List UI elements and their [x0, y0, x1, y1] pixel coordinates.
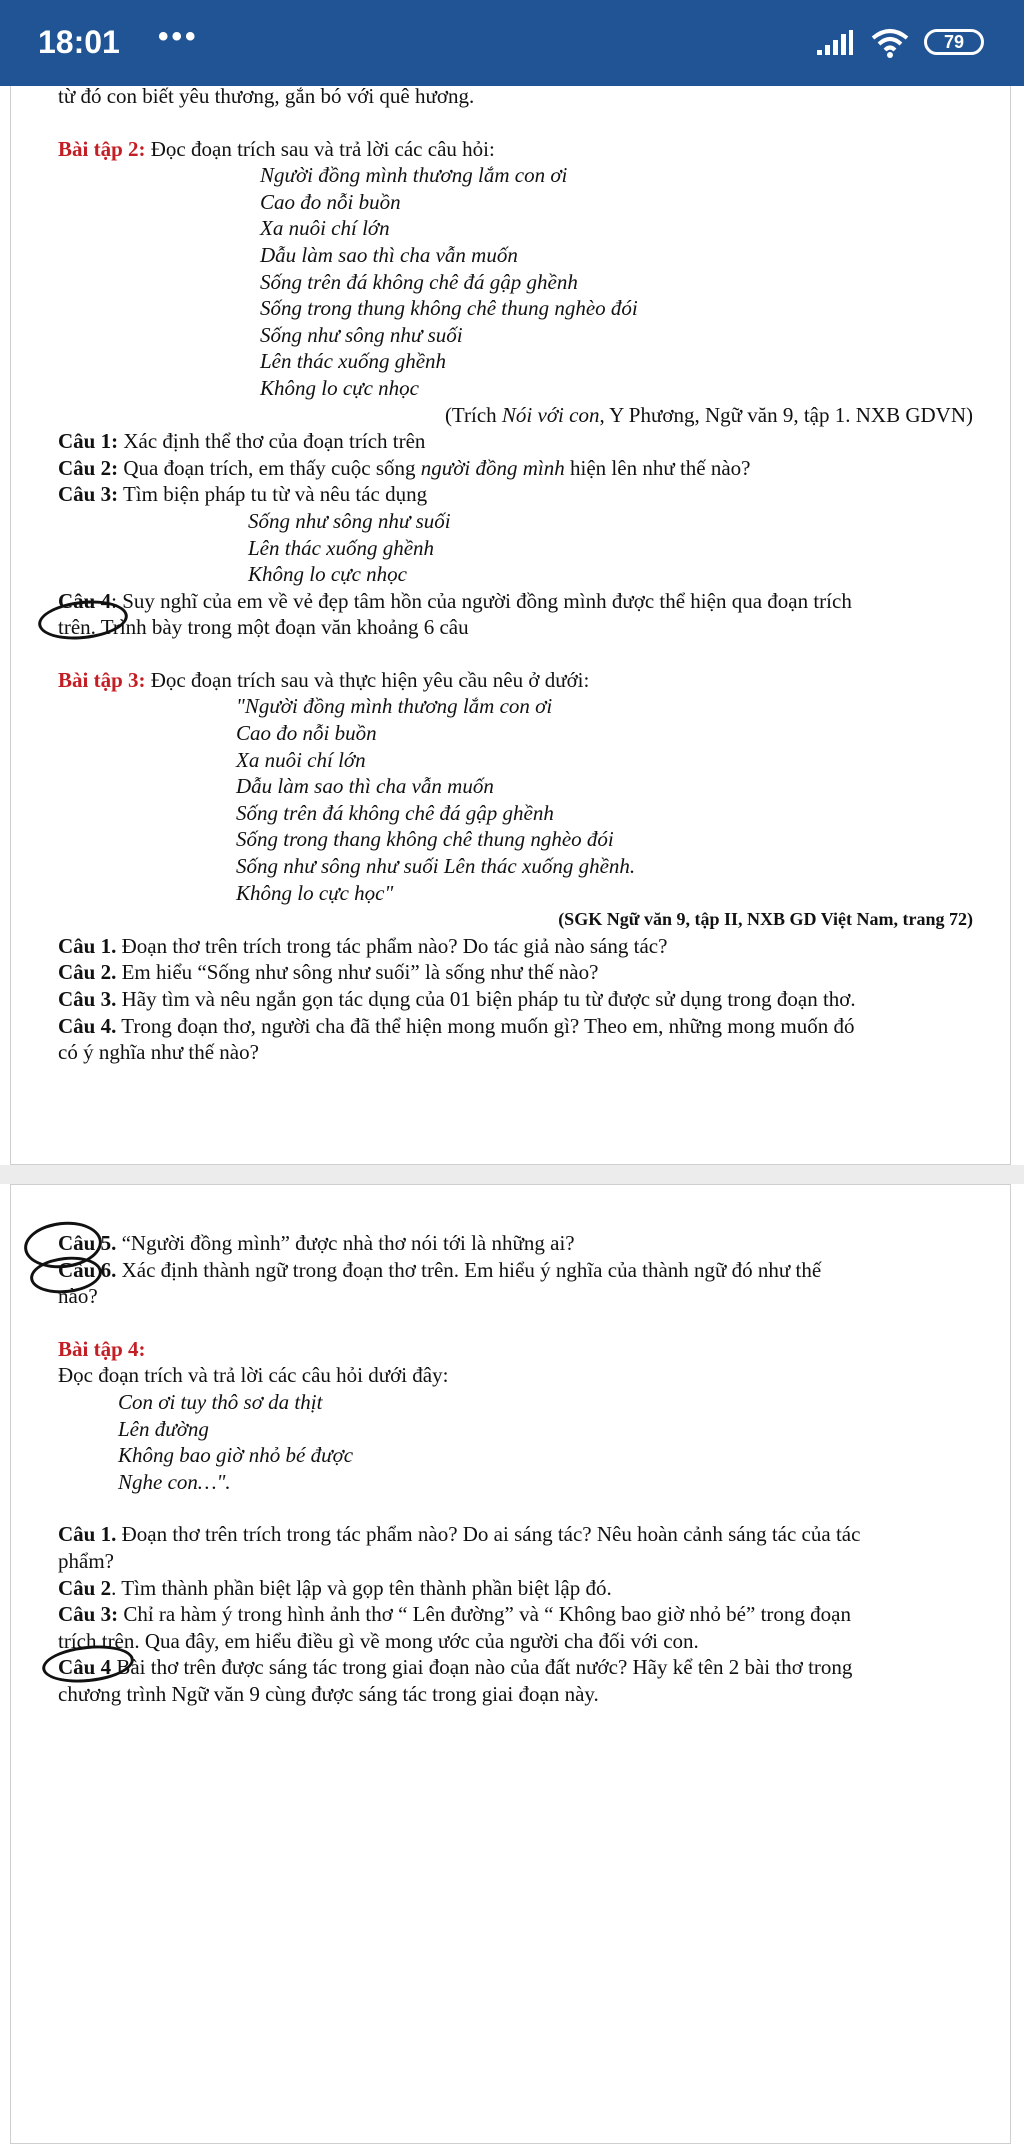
exercise-2-heading: Bài tập 2:: [58, 136, 146, 161]
poem-line: Sống như sông như suối Lên thác xuống ghềnh.: [236, 854, 636, 879]
cellular-signal-icon: [815, 30, 855, 58]
exercise-3-question-6-cont: nào?: [58, 1284, 98, 1309]
clock: 18:01: [38, 24, 120, 60]
poem-line: Sống trong thang không chê thung nghèo đói: [236, 827, 614, 852]
exercise-2-header: [58, 136, 973, 163]
poem-line: Cao đo nỗi buồn: [236, 721, 377, 746]
exercise-3-source: (SGK Ngữ văn 9, tập II, NXB GD Việt Nam, trang 72): [558, 909, 973, 930]
poem-line: Không bao giờ nhỏ bé được: [118, 1443, 354, 1468]
poem-line: Cao đo nỗi buồn: [260, 189, 401, 214]
exercise-4-heading: Bài tập 4:: [58, 1336, 146, 1361]
exercise-2-source: (Trích Nói với con, Y Phương, Ngữ văn 9, tập 1. NXB GDVN): [444, 402, 973, 427]
exercise-2-poem: [58, 162, 973, 401]
page-2-content: [58, 1230, 973, 1708]
poem-line: Sống như sông như suối: [260, 322, 463, 347]
poem-line: Dẫu làm sao thì cha vẫn muốn: [236, 774, 494, 799]
poem-line: Sống trên đá không chê đá gập ghềnh: [236, 800, 554, 825]
exercise-4-question-1: Câu 1. Đoạn thơ trên trích trong tác phẩm nào? Do ai sáng tác? Nêu hoàn cảnh sáng tác của tác: [58, 1522, 861, 1547]
poem-line: Sống như sông như suối: [248, 508, 451, 533]
poem-line: Sống trong thung không chê thung nghèo đói: [260, 296, 638, 321]
poem-line: Người đồng mình thương lắm con ơi: [260, 163, 568, 188]
exercise-4-question-2: Câu 2. Tìm thành phần biệt lập và gọp tên thành phần biệt lập đó.: [58, 1575, 612, 1600]
exercise-2-question-4-cont: trên. Trình bày trong một đoạn văn khoảng 6 câu: [58, 615, 469, 640]
page-separator: [0, 1165, 1024, 1184]
exercise-3-header: [58, 667, 973, 694]
poem-line: Lên đường: [118, 1416, 209, 1441]
poem-line: Dẫu làm sao thì cha vẫn muốn: [260, 242, 518, 267]
exercise-4-poem: [58, 1389, 973, 1495]
exercise-2-question-3-poem: [58, 508, 973, 588]
exercise-4-question-4: Câu 4 Bài thơ trên được sáng tác trong giai đoạn nào của đất nước? Hãy kể tên 2 bài thơ trong: [58, 1655, 853, 1680]
exercise-3-question-3: Câu 3. Hãy tìm và nêu ngắn gọn tác dụng của 01 biện pháp tu từ được sử dụng trong đoạn thơ.: [58, 987, 856, 1011]
exercise-3-heading: Bài tập 3:: [58, 667, 146, 692]
status-bar: [0, 0, 1024, 86]
wifi-icon: [870, 28, 910, 58]
exercise-3-question-2: Câu 2. Em hiểu “Sống như sông như suối” là sống như thế nào?: [58, 960, 599, 985]
poem-line: Không lo cực học": [236, 880, 394, 905]
exercise-3-question-6: Câu 6. Xác định thành ngữ trong đoạn thơ trên. Em hiểu ý nghĩa của thành ngữ đó như thế: [58, 1257, 822, 1282]
exercise-4-question-3-cont: trích trên. Qua đây, em hiểu điều gì về mong ước của người cha đối với con.: [58, 1628, 699, 1653]
poem-line: Xa nuôi chí lớn: [260, 216, 390, 241]
exercise-3-question-4: Câu 4. Trong đoạn thơ, người cha đã thể hiện mong muốn gì? Theo em, những mong muốn đó: [58, 1013, 855, 1038]
poem-line: Lên thác xuống ghềnh: [260, 349, 447, 374]
exercise-3-question-4-cont: có ý nghĩa như thế nào?: [58, 1040, 259, 1065]
exercise-2-question-2: Câu 2: Qua đoạn trích, em thấy cuộc sống người đồng mình hiện lên như thế nào?: [58, 455, 751, 480]
poem-line: Con ơi tuy thô sơ da thịt: [118, 1389, 323, 1414]
intro-line: từ đó con biết yêu thương, gắn bó với quê hương.: [58, 84, 475, 108]
battery-icon: 79: [924, 29, 984, 55]
exercise-2-question-4: Câu 4: Suy nghĩ của em về vẻ đẹp tâm hồn của người đồng mình được thể hiện qua đoạn trích: [58, 588, 852, 613]
poem-line: Không lo cực nhọc: [248, 562, 408, 587]
poem-line: Nghe con…".: [118, 1469, 231, 1494]
poem-line: Sống trên đá không chê đá gập ghềnh: [260, 269, 578, 294]
exercise-3-question-1: Câu 1. Đoạn thơ trên trích trong tác phẩm nào? Do tác giả nào sáng tác?: [58, 933, 668, 958]
exercise-2-question-3: Câu 3: Tìm biện pháp tu từ và nêu tác dụng: [58, 482, 428, 507]
exercise-2-instruction: Đọc đoạn trích sau và trả lời các câu hỏi:: [145, 136, 495, 161]
page-1-content: [58, 83, 973, 1066]
exercise-4-instruction: Đọc đoạn trích và trả lời các câu hỏi dưới đây:: [58, 1363, 449, 1388]
exercise-4-question-1-cont: phẩm?: [58, 1548, 114, 1573]
exercise-3-question-5: Câu 5. “Người đồng mình” được nhà thơ nói tới là những ai?: [58, 1231, 575, 1255]
exercise-4-question-4-cont: chương trình Ngữ văn 9 cùng được sáng tác trong giai đoạn này.: [58, 1681, 599, 1706]
exercise-3-instruction: Đọc đoạn trích sau và thực hiện yêu cầu nêu ở dưới:: [145, 667, 590, 692]
poem-line: Không lo cực nhọc: [260, 375, 420, 400]
exercise-4-question-3: Câu 3: Chỉ ra hàm ý trong hình ảnh thơ “ Lên đường” và “ Không bao giờ nhỏ bé” trong đoạn: [58, 1602, 851, 1627]
poem-line: "Người đồng mình thương lắm con ơi: [236, 694, 553, 719]
poem-line: Lên thác xuống ghềnh: [248, 535, 435, 560]
poem-line: Xa nuôi chí lớn: [236, 747, 366, 772]
more-notifications-icon: •••: [158, 20, 199, 53]
exercise-3-poem: [58, 693, 973, 906]
exercise-2-question-1: Câu 1: Xác định thể thơ của đoạn trích trên: [58, 429, 426, 454]
